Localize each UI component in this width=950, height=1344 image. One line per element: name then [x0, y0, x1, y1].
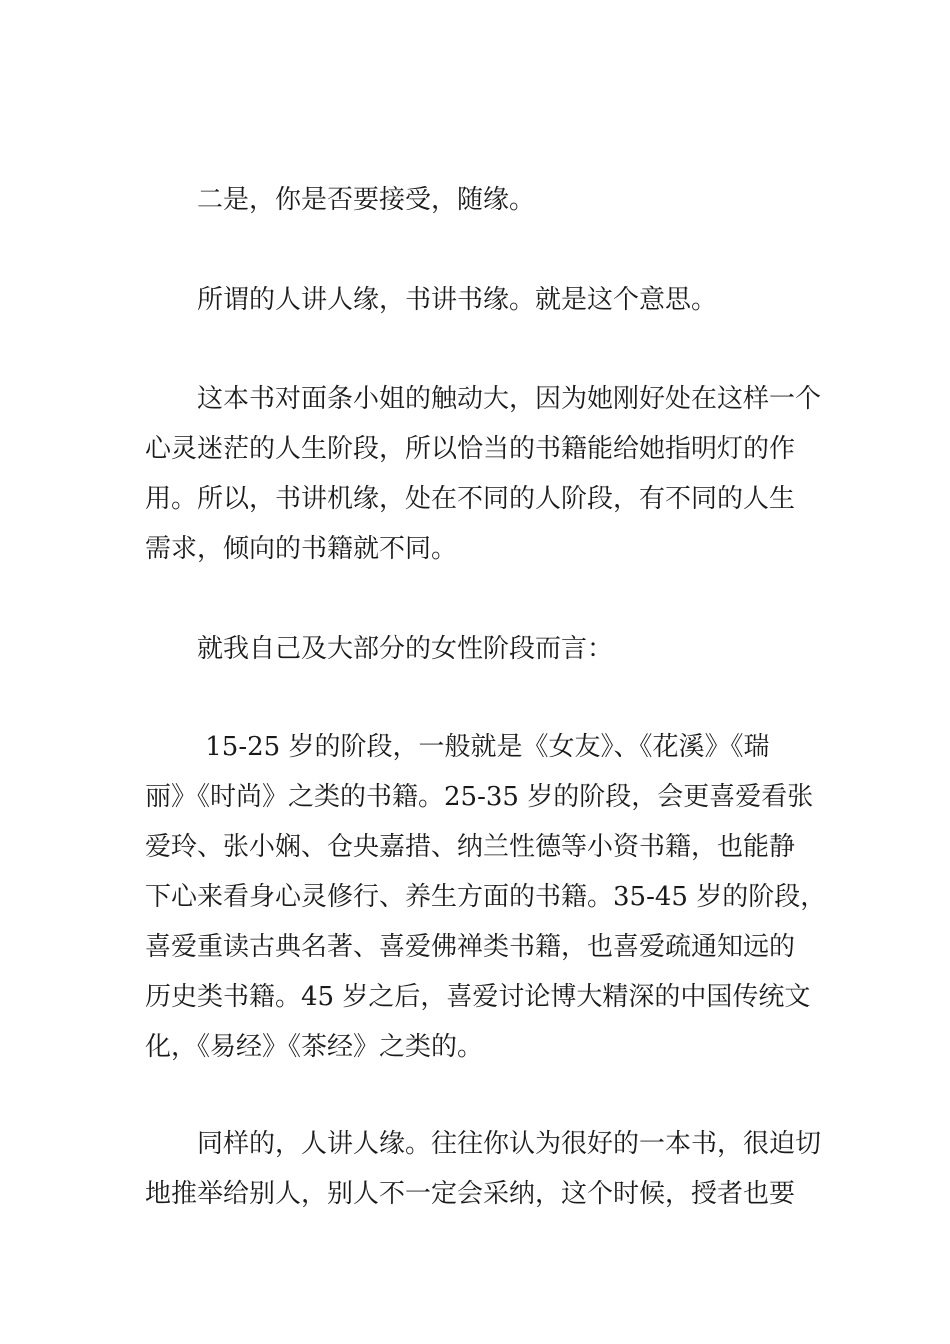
text-line: 同样的，人讲人缘。往往你认为很好的一本书，很迫切	[145, 1129, 822, 1159]
text-line: 就我自己及大部分的女性阶段而言：	[145, 634, 614, 664]
text-line: 心灵迷茫的人生阶段，所以恰当的书籍能给她指明灯的作	[145, 434, 796, 464]
text-line: 这本书对面条小姐的触动大，因为她刚好处在这样一个	[145, 384, 822, 414]
paragraph-5	[145, 722, 827, 1072]
paragraph-3	[145, 374, 822, 574]
text-line: 二是，你是否要接受，随缘。	[145, 185, 536, 215]
text-line: 爱玲、张小娴、仓央嘉措、纳兰性德等小资书籍，也能静	[145, 832, 796, 862]
paragraph-1	[145, 175, 815, 225]
text-line: 化，《易经》《茶经》之类的。	[145, 1032, 484, 1062]
text-line: 喜爱重读古典名著、喜爱佛禅类书籍，也喜爱疏通知远的	[145, 932, 796, 962]
text-line: 所谓的人讲人缘，书讲书缘。就是这个意思。	[145, 285, 718, 315]
text-line: 用。所以，书讲机缘，处在不同的人阶段，有不同的人生	[145, 484, 796, 514]
text-line: 丽》《时尚》之类的书籍。25-35 岁的阶段，会更喜爱看张	[145, 782, 814, 812]
paragraph-6	[145, 1119, 822, 1219]
text-line: 历史类书籍。45 岁之后，喜爱讨论博大精深的中国传统文	[145, 982, 811, 1012]
text-line: 下心来看身心灵修行、养生方面的书籍。35-45 岁的阶段，	[145, 882, 827, 912]
paragraph-4	[145, 624, 815, 674]
paragraph-2	[145, 275, 815, 325]
text-line: 地推举给别人，别人不一定会采纳，这个时候，授者也要	[145, 1179, 796, 1209]
text-line: 需求，倾向的书籍就不同。	[145, 534, 458, 564]
text-line: 15-25 岁的阶段，一般就是《女友》、《花溪》《瑞	[145, 732, 770, 762]
